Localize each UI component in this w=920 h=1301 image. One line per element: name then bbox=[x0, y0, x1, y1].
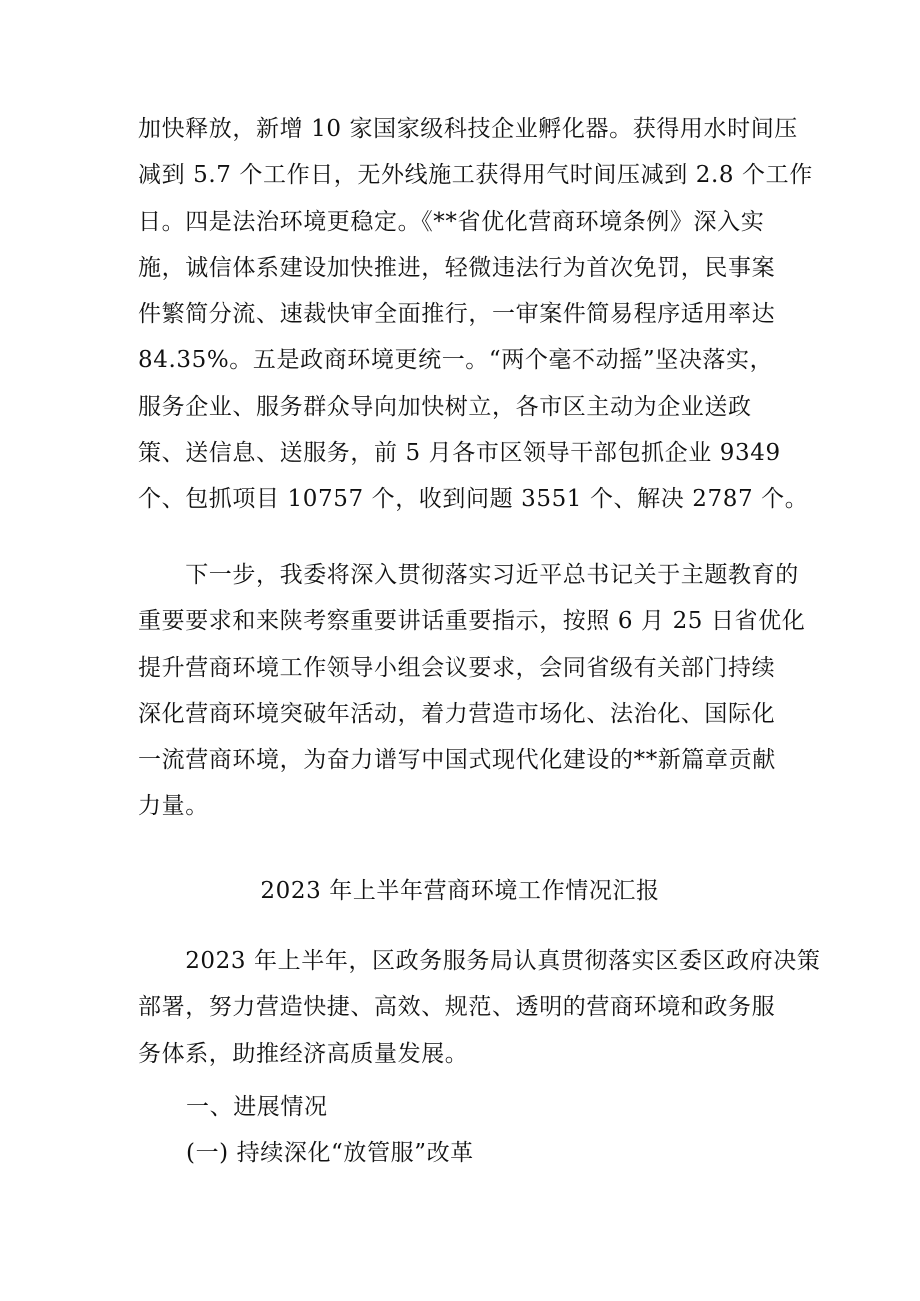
text-line: 件繁简分流、速裁快审全面推行，一审案件简易程序适用率达 bbox=[138, 301, 776, 328]
text-line: 下一步，我委将深入贯彻落实习近平总书记关于主题教育的 bbox=[138, 562, 799, 588]
text-line: 个、包抓项目 10757 个，收到问题 3551 个、解决 2787 个。 bbox=[138, 486, 809, 513]
text-line: 部署，努力营造快捷、高效、规范、透明的营商环境和政务服 bbox=[138, 994, 776, 1021]
text-line: 84.35%。五是政商环境更统一。“两个毫不动摇”坚决落实， bbox=[138, 347, 774, 374]
text-line: 提升营商环境工作领导小组会议要求，会同省级有关部门持续 bbox=[138, 654, 776, 681]
text-line: 服务企业、服务群众导向加快树立，各市区主动为企业送政 bbox=[138, 393, 752, 420]
section-heading-progress: 一、进展情况 bbox=[186, 1094, 328, 1120]
text-line: 重要要求和来陕考察重要讲话重要指示，按照 6 月 25 日省优化 bbox=[138, 608, 806, 635]
text-line: 减到 5.7 个工作日，无外线施工获得用气时间压减到 2.8 个工作 bbox=[138, 162, 813, 189]
paragraph-report-intro bbox=[138, 938, 821, 1077]
text-line: 策、送信息、送服务，前 5 月各市区领导干部包抓企业 9349 bbox=[138, 440, 781, 467]
paragraph-next-steps bbox=[138, 552, 806, 830]
text-line: 日。四是法治环境更稳定。《**省优化营商环境条例》深入实 bbox=[138, 208, 765, 235]
text-line: 施，诚信体系建设加快推进，轻微违法行为首次免罚，民事案 bbox=[138, 254, 776, 281]
subsection-heading-reform: (一) 持续深化“放管服”改革 bbox=[186, 1140, 474, 1166]
text-line: 加快释放，新增 10 家国家级科技企业孵化器。获得用水时间压 bbox=[138, 116, 798, 142]
text-line: 一流营商环境，为奋力谱写中国式现代化建设的**新篇章贡献 bbox=[138, 747, 776, 774]
text-line: 2023 年上半年，区政务服务局认真贯彻落实区委区政府决策 bbox=[138, 948, 821, 974]
paragraph-business-environment-results bbox=[138, 106, 813, 523]
text-line: 力量。 bbox=[138, 793, 209, 820]
text-line: 务体系，助推经济高质量发展。 bbox=[138, 1040, 469, 1067]
report-title: 2023 年上半年营商环境工作情况汇报 bbox=[260, 878, 660, 904]
text-line: 深化营商环境突破年活动，着力营造市场化、法治化、国际化 bbox=[138, 700, 776, 727]
